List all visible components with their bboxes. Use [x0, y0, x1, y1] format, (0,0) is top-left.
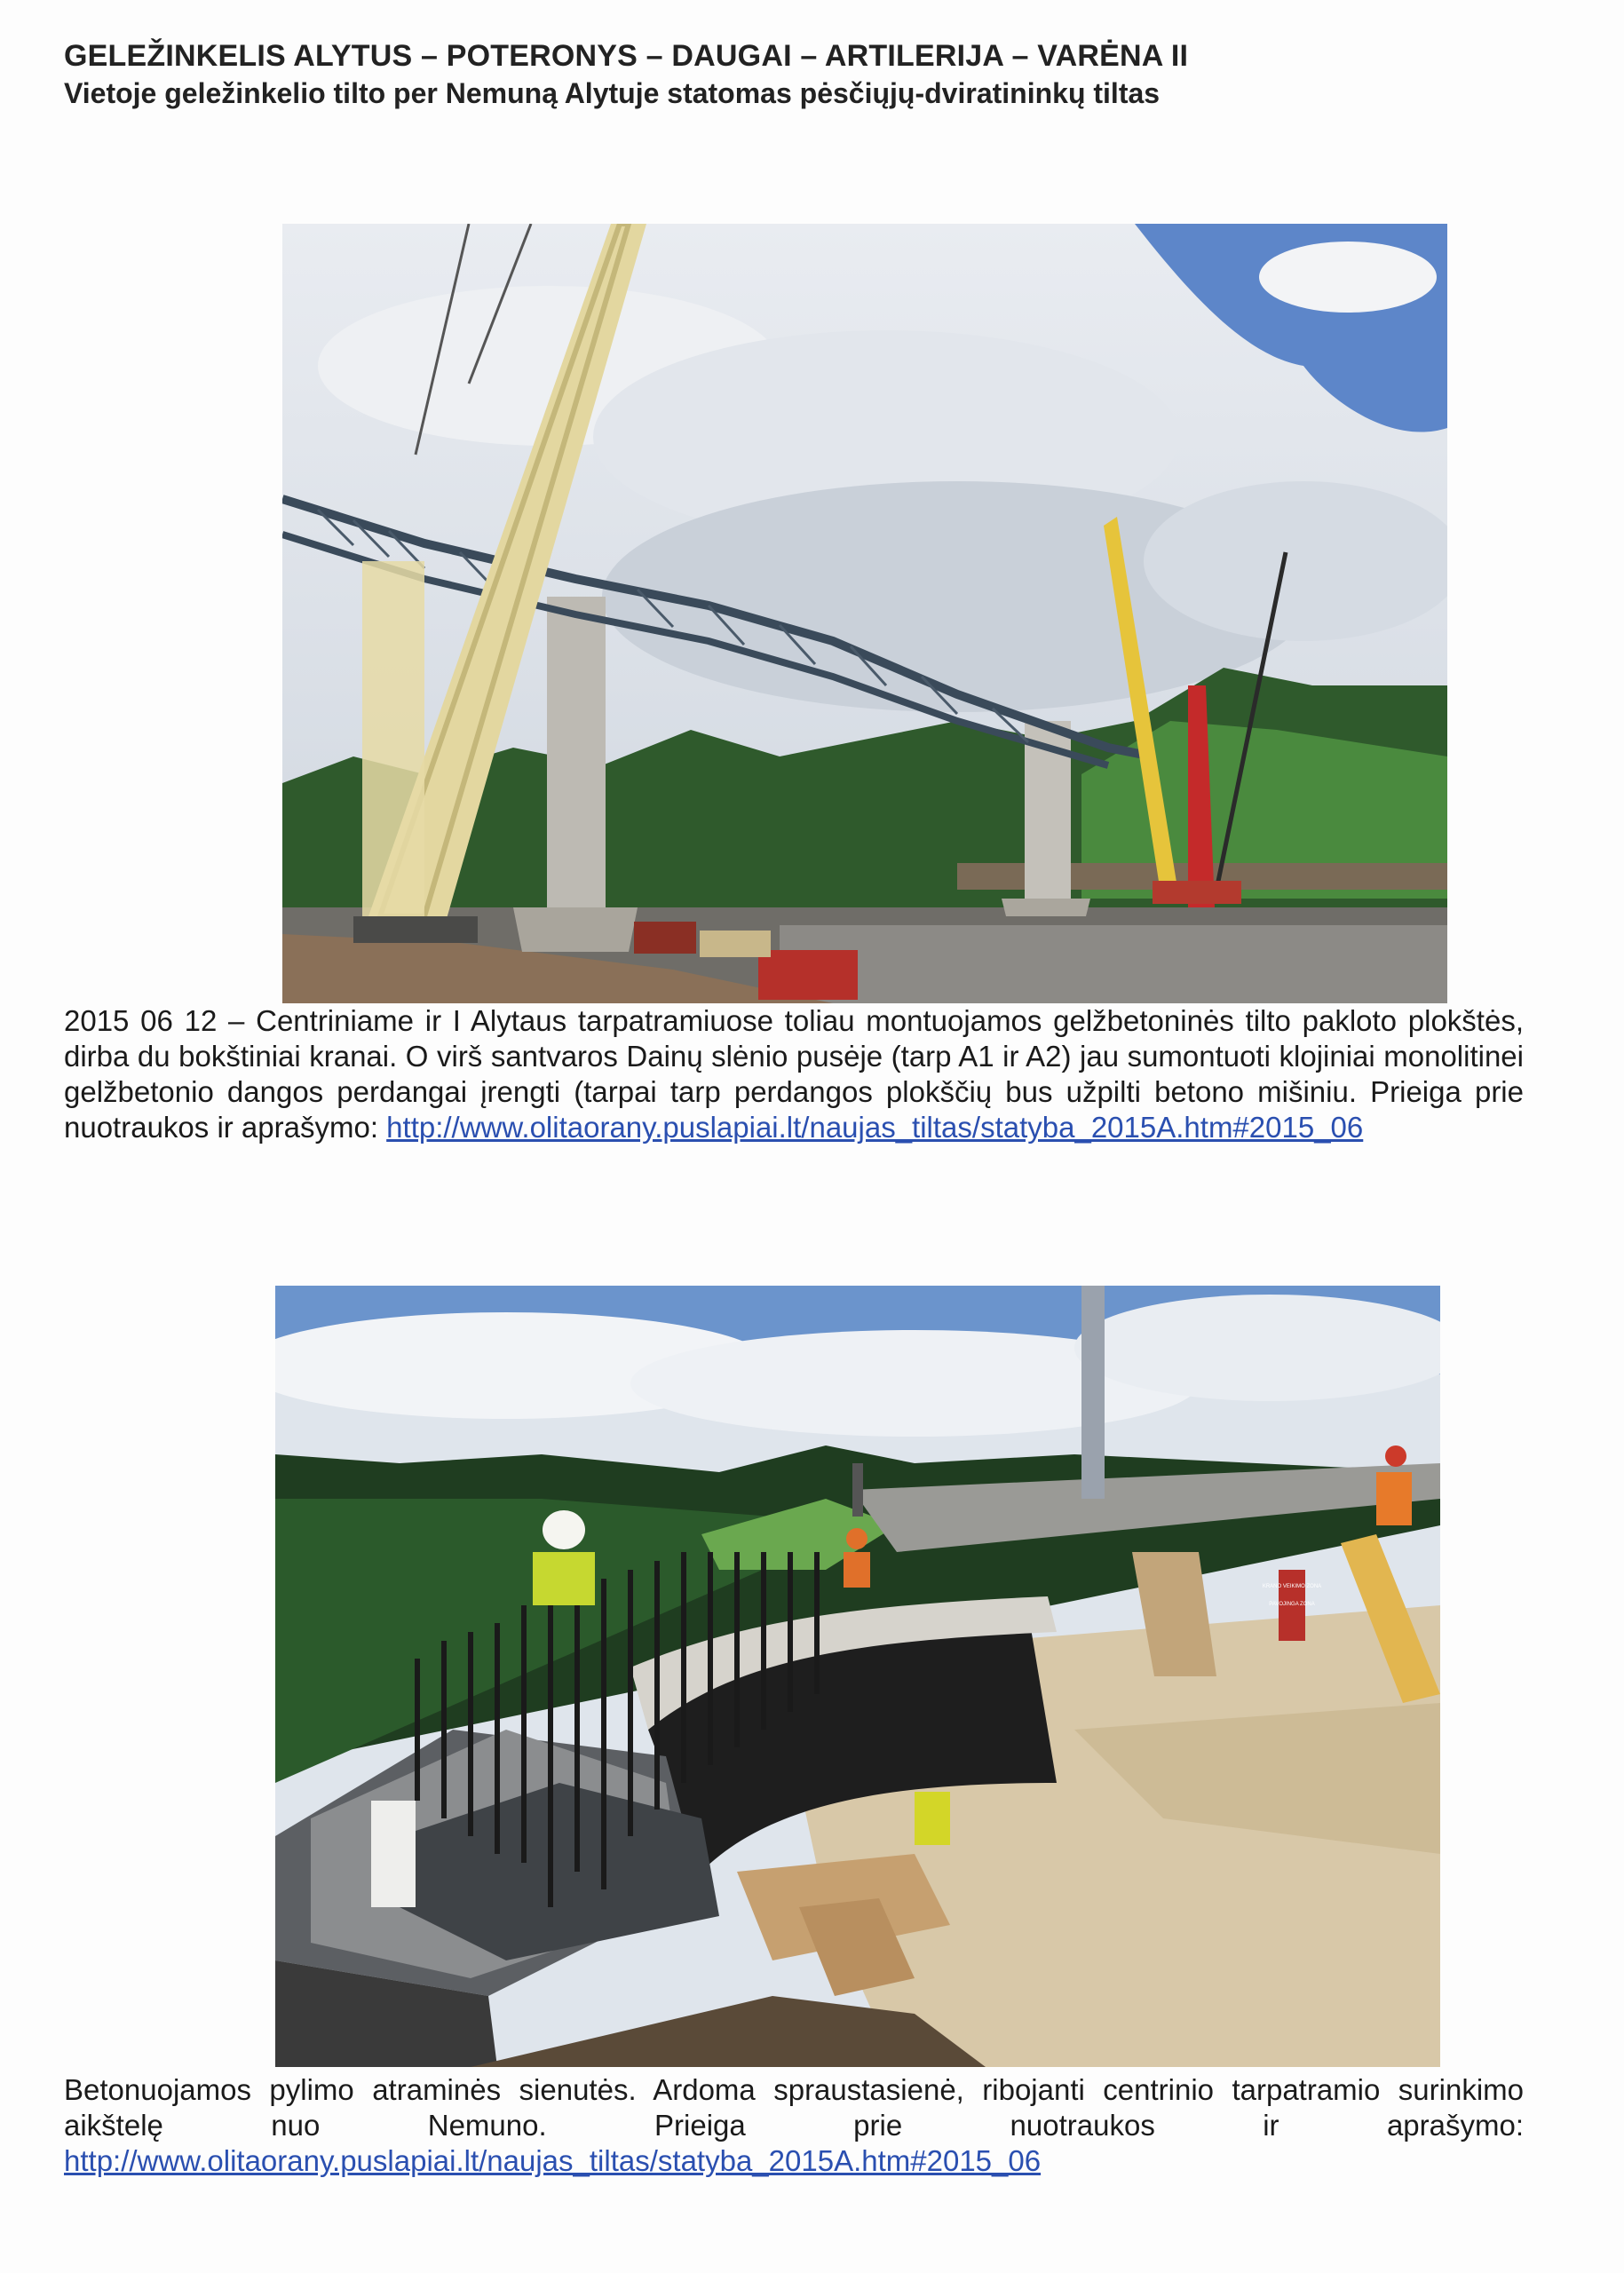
- photo-caption-1: [64, 1003, 1524, 1145]
- source-link[interactable]: http://www.olitaorany.puslapiai.lt/naujas_tiltas/statyba_2015A.htm#2015_06: [386, 1111, 1364, 1144]
- page-title: GELEŽINKELIS ALYTUS – POTERONYS – DAUGAI – ARTILERIJA – VARĖNA II: [64, 39, 1189, 73]
- caption-text: Betonuojamos pylimo atraminės sienutės. Ardoma spraustasienė, ribojanti centrinio tarpatramio surinkimo aikštelę nuo Nemuno. Prieiga prie nuotraukos ir aprašymo:: [64, 2073, 1524, 2142]
- retaining-wall-photo: [275, 1286, 1440, 2067]
- warning-sign-text: PAVOJINGA ZONA: [1269, 1602, 1315, 1607]
- caption-text: 2015 06 12 – Centriniame ir I Alytaus tarpatramiuose toliau montuojamos gelžbetoninės tilto pakloto plokštės, dirba du bokštiniai kranai. O virš santvaros Dainų slėnio pusėje (tarp A1 ir A2) jau sumontuoti klojiniai monolitinei gelžbetonio dangos perdangai įrengti (tarpai tarp perdangos plokščių bus užpilti betono mišiniu. Prieiga prie nuotraukos ir aprašymo:: [64, 1004, 1524, 1144]
- warning-sign-text: KRANO VEIKIMO ZONA: [1262, 1584, 1322, 1589]
- source-link[interactable]: http://www.olitaorany.puslapiai.lt/naujas_tiltas/statyba_2015A.htm#2015_06: [64, 2144, 1042, 2177]
- bridge-construction-photo: [282, 224, 1447, 1003]
- photo-caption-2: [64, 2072, 1524, 2179]
- page-subtitle: Vietoje geležinkelio tilto per Nemuną Alytuje statomas pėsčiųjų-dviratininkų tiltas: [64, 77, 1161, 109]
- page-header: [64, 37, 1573, 112]
